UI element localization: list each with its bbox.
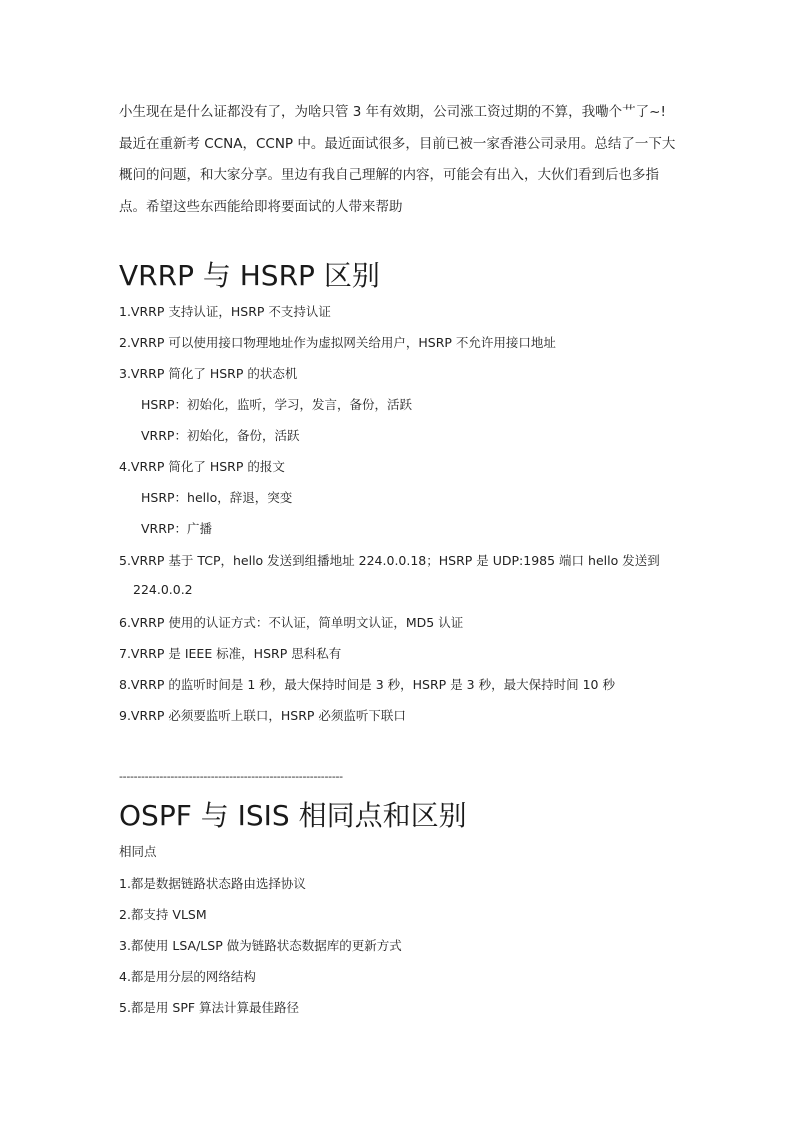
- section-divider: -------------------------------------------------------------: [119, 770, 343, 783]
- list-item: 7.VRRP 是 IEEE 标准，HSRP 思科私有: [119, 646, 342, 661]
- list-item: 2.都支持 VLSM: [119, 907, 207, 922]
- intro-line: 概问的问题，和大家分享。里边有我自己理解的内容，可能会有出入，大伙们看到后也多指: [119, 167, 659, 183]
- section-title-ospf-isis: OSPF 与 ISIS 相同点和区别: [119, 799, 467, 832]
- list-item: 5.VRRP 基于 TCP，hello 发送到组播地址 224.0.0.18；HSRP 是 UDP:1985 端口 hello 发送到: [119, 553, 660, 568]
- list-item: 3.VRRP 简化了 HSRP 的状态机: [119, 366, 298, 381]
- intro-line: 小生现在是什么证都没有了，为啥只管 3 年有效期，公司涨工资过期的不算，我嘞个艹了~!: [119, 104, 666, 120]
- list-subitem: HSRP：hello，辞退，突变: [141, 490, 293, 505]
- list-item: 4.都是用分层的网络结构: [119, 969, 256, 984]
- list-item: 8.VRRP 的监听时间是 1 秒，最大保持时间是 3 秒，HSRP 是 3 秒，最大保持时间 10 秒: [119, 677, 615, 692]
- list-item: 9.VRRP 必须要监听上联口，HSRP 必须监听下联口: [119, 708, 406, 723]
- list-item: 4.VRRP 简化了 HSRP 的报文: [119, 459, 285, 474]
- list-item-continuation: 224.0.0.2: [133, 582, 193, 597]
- section-subtitle: 相同点: [119, 844, 157, 859]
- list-item: 1.都是数据链路状态路由选择协议: [119, 876, 306, 891]
- list-item: 5.都是用 SPF 算法计算最佳路径: [119, 1000, 300, 1015]
- list-item: 1.VRRP 支持认证，HSRP 不支持认证: [119, 304, 331, 319]
- list-subitem: VRRP：广播: [141, 521, 212, 536]
- intro-line: 点。希望这些东西能给即将要面试的人带来帮助: [119, 198, 403, 215]
- list-item: 2.VRRP 可以使用接口物理地址作为虚拟网关给用户，HSRP 不允许用接口地址: [119, 335, 556, 350]
- section-title-vrrp-hsrp: VRRP 与 HSRP 区别: [119, 259, 380, 292]
- intro-line: 最近在重新考 CCNA，CCNP 中。最近面试很多，目前已被一家香港公司录用。总结了一下大: [119, 135, 676, 152]
- list-item: 6.VRRP 使用的认证方式：不认证，简单明文认证，MD5 认证: [119, 615, 464, 630]
- list-subitem: VRRP：初始化，备份，活跃: [141, 428, 300, 443]
- list-subitem: HSRP：初始化，监听，学习，发言，备份，活跃: [141, 397, 413, 412]
- intro-paragraph: [119, 97, 689, 223]
- list-item: 3.都使用 LSA/LSP 做为链路状态数据库的更新方式: [119, 938, 402, 953]
